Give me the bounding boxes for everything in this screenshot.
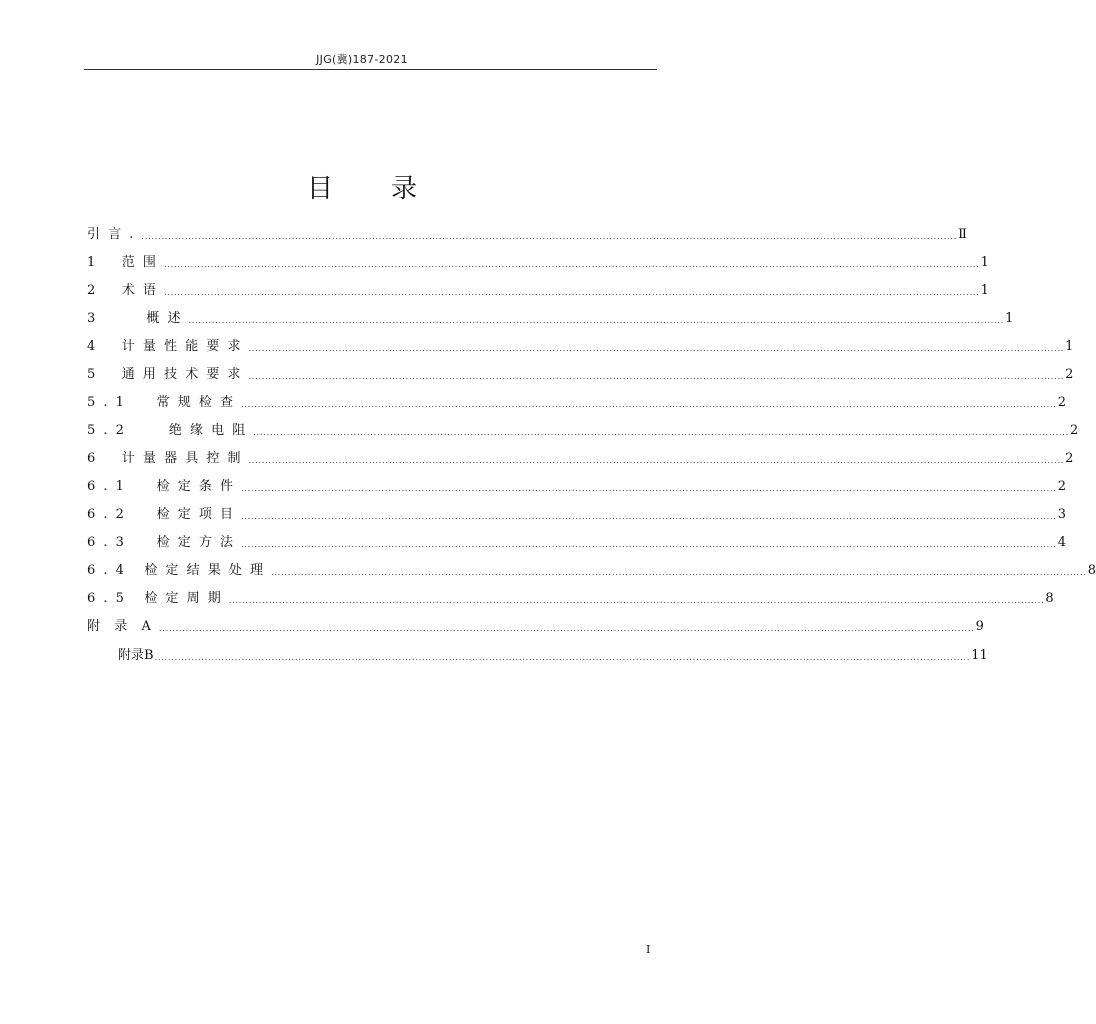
toc-entry-label: 1 范 围 xyxy=(87,255,158,270)
leader-dots: .................................................................................................................................................................................................................................................... xyxy=(253,428,1069,437)
toc-entry-page: 2 xyxy=(1065,367,1074,382)
page-number: I xyxy=(646,943,651,956)
toc-entry-page: 8 xyxy=(1045,591,1054,606)
toc-entry-page: 2 xyxy=(1057,395,1066,410)
leader-dots: .................................................................................................................................................................................................................................................... xyxy=(163,260,980,269)
toc-entry-label: 6 . 1 检 定 条 件 xyxy=(87,479,235,494)
toc-entry-general-tech[interactable] xyxy=(87,367,1074,383)
leader-dots: .................................................................................................................................................................................................................................................... xyxy=(158,624,975,633)
toc-entry-page: 11 xyxy=(971,648,988,663)
leader-dots: .................................................................................................................................................................................................................................................... xyxy=(241,484,1057,493)
toc-entry-page: 1 xyxy=(1065,339,1074,354)
toc-entry-label: 6 . 3 检 定 方 法 xyxy=(87,535,235,550)
leader-dots: .................................................................................................................................................................................................................................................... xyxy=(141,232,958,241)
leader-dots: .................................................................................................................................................................................................................................................... xyxy=(271,568,1087,577)
leader-dots: .................................................................................................................................................................................................................................................... xyxy=(248,456,1065,465)
toc-entry-period[interactable] xyxy=(87,591,1054,607)
document-header: JJG(冀)187-2021 xyxy=(316,53,408,66)
toc-entry-label: 附录B xyxy=(118,648,154,663)
toc-entry-conditions[interactable] xyxy=(87,479,1066,495)
header-rule xyxy=(84,69,657,70)
toc-entry-page: 1 xyxy=(1005,311,1014,326)
toc-entry-page: 3 xyxy=(1057,507,1066,522)
toc-entry-label: 引 言 . xyxy=(87,227,136,242)
toc-entry-page: 1 xyxy=(980,255,989,270)
toc-entry-page: 1 xyxy=(980,283,989,298)
toc-entry-preface[interactable] xyxy=(87,227,967,243)
toc-entry-label: 2 术 语 xyxy=(87,283,158,298)
leader-dots: .................................................................................................................................................................................................................................................... xyxy=(248,344,1065,353)
toc-entry-label: 5 . 2 绝 缘 电 阻 xyxy=(87,423,248,438)
toc-entry-label: 3 概 述 xyxy=(87,311,183,326)
toc-entry-label: 附 录 A xyxy=(87,619,153,634)
toc-entry-scope[interactable] xyxy=(87,255,989,271)
leader-dots: .................................................................................................................................................................................................................................................... xyxy=(241,400,1057,409)
leader-dots: .................................................................................................................................................................................................................................................... xyxy=(188,316,1005,325)
toc-entry-page: 8 xyxy=(1087,563,1096,578)
toc-entry-page: 9 xyxy=(975,619,984,634)
toc-entry-routine-check[interactable] xyxy=(87,395,1066,411)
toc-entry-label: 6 . 2 检 定 项 目 xyxy=(87,507,235,522)
toc-entry-page: 4 xyxy=(1057,535,1066,550)
toc-entry-results[interactable] xyxy=(87,563,1096,579)
leader-dots: .................................................................................................................................................................................................................................................... xyxy=(163,288,980,297)
toc-entry-metrology[interactable] xyxy=(87,339,1074,355)
toc-entry-label: 5 通 用 技 术 要 求 xyxy=(87,367,243,382)
toc-entry-label: 6 . 5 检 定 周 期 xyxy=(87,591,223,606)
toc-entry-page: 2 xyxy=(1069,423,1079,438)
toc-entry-overview[interactable] xyxy=(87,311,1014,327)
toc-entry-page: 2 xyxy=(1065,451,1074,466)
leader-dots: .................................................................................................................................................................................................................................................... xyxy=(228,596,1045,605)
toc-entry-label: 6 计 量 器 具 控 制 xyxy=(87,451,243,466)
toc-entry-label: 5 . 1 常 规 检 查 xyxy=(87,395,235,410)
toc-entry-insulation[interactable] xyxy=(87,423,1079,439)
leader-dots: .................................................................................................................................................................................................................................................... xyxy=(248,372,1065,381)
leader-dots: .................................................................................................................................................................................................................................................... xyxy=(241,540,1057,549)
toc-entry-label: 4 计 量 性 能 要 求 xyxy=(87,339,243,354)
toc-entry-page: Ⅱ xyxy=(958,227,967,242)
toc-entry-terms[interactable] xyxy=(87,283,989,299)
toc-entry-items[interactable] xyxy=(87,507,1066,523)
toc-entry-page: 2 xyxy=(1057,479,1066,494)
toc-title: 目录 xyxy=(306,174,475,204)
toc-entry-appendix-b[interactable] xyxy=(118,648,988,664)
leader-dots: .................................................................................................................................................................................................................................................... xyxy=(154,653,971,662)
toc-entry-label: 6 . 4 检 定 结 果 处 理 xyxy=(87,563,265,578)
toc-entry-appendix-a[interactable] xyxy=(87,619,984,635)
toc-entry-methods[interactable] xyxy=(87,535,1066,551)
leader-dots: .................................................................................................................................................................................................................................................... xyxy=(241,512,1057,521)
toc-entry-instrument-control[interactable] xyxy=(87,451,1074,467)
